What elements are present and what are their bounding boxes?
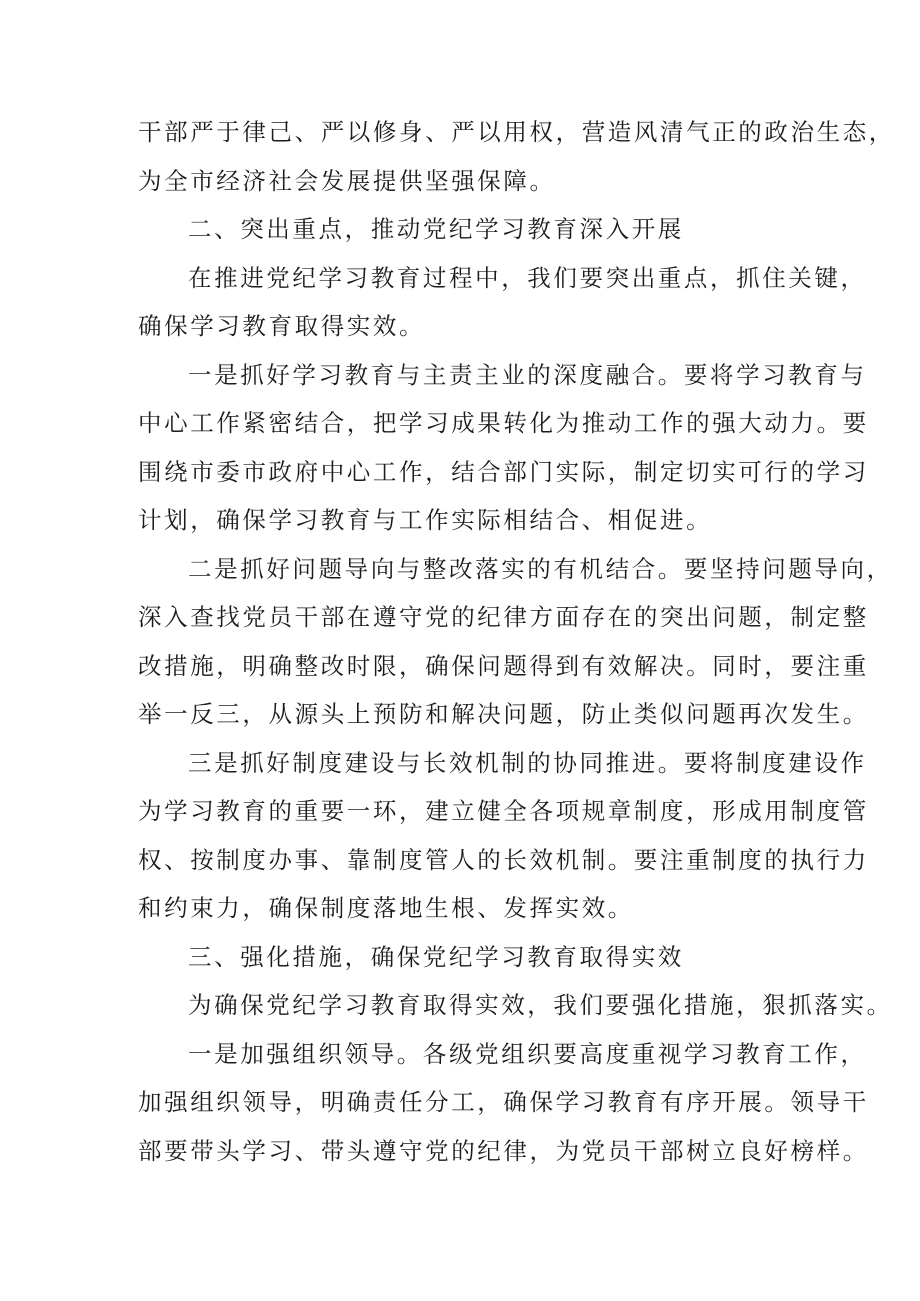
- paragraph-measure-1: [138, 1030, 869, 1176]
- text-line: 三是抓好制度建设与长效机制的协同推进。要将制度建设作: [188, 748, 867, 777]
- paragraph-measures: [138, 981, 893, 1030]
- text-line: 为全市经济社会发展提供坚强保障。: [138, 166, 556, 195]
- text-line: 一是抓好学习教育与主责主业的深度融合。要将学习教育与: [188, 360, 867, 389]
- heading-text: 三、强化措施，确保党纪学习教育取得实效: [188, 942, 684, 971]
- paragraph-point-1: [138, 351, 869, 545]
- text-line: 为确保党纪学习教育取得实效，我们要强化措施，狠抓落实。: [188, 991, 893, 1019]
- paragraph-continuation: [138, 108, 895, 205]
- paragraph-point-2: [138, 545, 893, 739]
- text-line: 改措施，明确整改时限，确保问题得到有效解决。同时，要注重: [138, 651, 869, 680]
- text-line: 在推进党纪学习教育过程中，我们要突出重点，抓住关键，: [188, 263, 867, 292]
- text-line: 干部严于律己、严以修身、严以用权，营造风清气正的政治生态，: [138, 118, 895, 146]
- text-line: 围绕市委市政府中心工作，结合部门实际，制定切实可行的学习: [138, 457, 869, 486]
- text-line: 一是加强组织领导。各级党组织要高度重视学习教育工作，: [188, 1039, 867, 1068]
- text-line: 深入查找党员干部在遵守党的纪律方面存在的突出问题，制定整: [138, 603, 869, 631]
- text-line: 权、按制度办事、靠制度管人的长效机制。要注重制度的执行力: [138, 845, 869, 874]
- text-line: 部要带头学习、带头遵守党的纪律，为党员干部树立良好榜样。: [138, 1136, 869, 1165]
- text-line: 举一反三，从源头上预防和解决问题，防止类似问题再次发生。: [138, 700, 869, 728]
- text-line: 计划，确保学习教育与工作实际相结合、相促进。: [138, 506, 713, 534]
- text-line: 加强组织领导，明确责任分工，确保学习教育有序开展。领导干: [138, 1088, 869, 1116]
- text-line: 中心工作紧密结合，把学习成果转化为推动工作的强大动力。要: [138, 409, 869, 437]
- document-body: [138, 108, 895, 1175]
- section-heading-2: [138, 205, 800, 254]
- text-line: 二是抓好问题导向与整改落实的有机结合。要坚持问题导向，: [188, 554, 893, 583]
- paragraph-focus: [138, 254, 867, 351]
- section-heading-3: [138, 933, 800, 982]
- text-line: 和约束力，确保制度落地生根、发挥实效。: [138, 894, 634, 922]
- text-line: 确保学习教育取得实效。: [138, 312, 426, 340]
- paragraph-point-3: [138, 739, 869, 933]
- text-line: 为学习教育的重要一环，建立健全各项规章制度，形成用制度管: [138, 797, 869, 825]
- heading-text: 二、突出重点，推动党纪学习教育深入开展: [188, 215, 684, 243]
